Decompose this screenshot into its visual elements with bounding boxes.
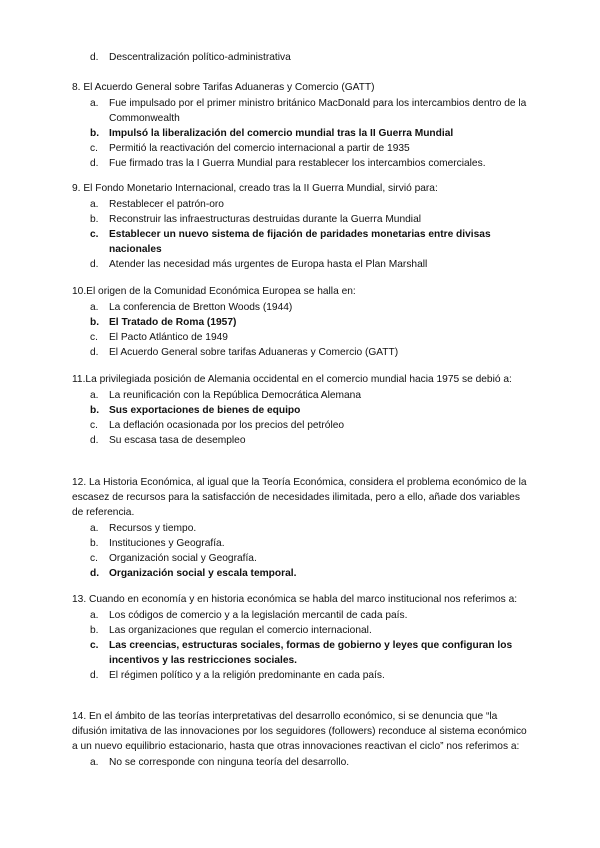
option-c xyxy=(72,141,534,156)
option-text: Su escasa tasa de desempleo xyxy=(109,435,246,446)
option-text: Atender las necesidad más urgentes de Europa hasta el Plan Marshall xyxy=(109,259,428,270)
option-letter: c. xyxy=(90,332,98,343)
option-text: Fue impulsado por el primer ministro británico MacDonald para los intercambios dentro de la Commonwealth xyxy=(109,98,527,124)
option-d xyxy=(72,345,534,360)
question-8 xyxy=(72,80,534,171)
options-list xyxy=(72,521,534,581)
question-stem: 9. El Fondo Monetario Internacional, creado tras la II Guerra Mundial, sirvió para: xyxy=(72,183,438,194)
option-a xyxy=(72,521,534,536)
option-text: Impulsó la liberalización del comercio mundial tras la II Guerra Mundial xyxy=(109,128,454,139)
option-a xyxy=(72,300,534,315)
question-stem: 14. En el ámbito de las teorías interpretativas del desarrollo económico, si se denuncia que “la difusión imitativa de las innovaciones por los seguidores (followers) reconduce al sistema económico a un nuevo equilibrio estacionario, hasta que otras innovaciones reactivan el ciclo” nos referimos a: xyxy=(72,711,527,752)
option-text: Permitió la reactivación del comercio internacional a partir de 1935 xyxy=(109,143,410,154)
option-d xyxy=(72,50,534,65)
option-text: El Pacto Atlántico de 1949 xyxy=(109,332,228,343)
option-letter: a. xyxy=(90,757,99,768)
option-letter: b. xyxy=(90,128,100,139)
option-text: No se corresponde con ninguna teoría del desarrollo. xyxy=(109,757,350,768)
option-text: La reunificación con la República Democrática Alemana xyxy=(109,390,361,401)
option-letter: a. xyxy=(90,523,99,534)
option-letter: c. xyxy=(90,553,98,564)
option-letter: d. xyxy=(90,670,99,681)
option-text: Restablecer el patrón-oro xyxy=(109,199,224,210)
option-c-correct xyxy=(72,638,534,668)
option-letter: b. xyxy=(90,625,99,636)
option-text: El Acuerdo General sobre tarifas Aduaneras y Comercio (GATT) xyxy=(109,347,399,358)
option-letter: d. xyxy=(90,259,99,270)
option-letter: a. xyxy=(90,199,99,210)
option-d-correct xyxy=(72,566,534,581)
options-list xyxy=(72,300,534,360)
option-letter: c. xyxy=(90,420,98,431)
question-stem: 13. Cuando en economía y en historia económica se habla del marco institucional nos referimos a: xyxy=(72,594,518,605)
option-letter: b. xyxy=(90,317,100,328)
option-text: Organización social y escala temporal. xyxy=(109,568,297,579)
option-text: La conferencia de Bretton Woods (1944) xyxy=(109,302,293,313)
options-list xyxy=(72,96,534,171)
option-text: Instituciones y Geografía. xyxy=(109,538,225,549)
option-a xyxy=(72,96,534,126)
options-list xyxy=(72,388,534,448)
option-text: Descentralización político-administrativa xyxy=(109,52,291,63)
options-list xyxy=(72,197,534,272)
option-text: Reconstruir las infraestructuras destruidas durante la Guerra Mundial xyxy=(109,214,421,225)
option-c-correct xyxy=(72,227,534,257)
option-letter: b. xyxy=(90,405,100,416)
option-d xyxy=(72,668,534,683)
question-stem: 11.La privilegiada posición de Alemania occidental en el comercio mundial hacia 1975 se debió a: xyxy=(72,374,512,385)
option-letter: a. xyxy=(90,390,99,401)
option-text: El Tratado de Roma (1957) xyxy=(109,317,237,328)
option-text: Recursos y tiempo. xyxy=(109,523,197,534)
question-stem: 10.El origen de la Comunidad Económica Europea se halla en: xyxy=(72,286,356,297)
option-letter: d. xyxy=(90,568,100,579)
option-letter: b. xyxy=(90,214,99,225)
option-text: Las organizaciones que regulan el comercio internacional. xyxy=(109,625,372,636)
option-letter: a. xyxy=(90,98,99,109)
question-14 xyxy=(72,709,534,770)
option-letter: a. xyxy=(90,302,99,313)
options-list xyxy=(72,755,534,770)
option-letter: c. xyxy=(90,143,98,154)
option-b xyxy=(72,623,534,638)
option-text: Establecer un nuevo sistema de fijación de paridades monetarias entre divisas nacionales xyxy=(109,229,491,255)
question-10 xyxy=(72,284,534,360)
option-text: Fue firmado tras la I Guerra Mundial para restablecer los intercambios comerciales. xyxy=(109,158,486,169)
options-list xyxy=(72,50,534,65)
option-d xyxy=(72,257,534,272)
option-a xyxy=(72,197,534,212)
option-text: Organización social y Geografía. xyxy=(109,553,257,564)
option-a xyxy=(72,755,534,770)
option-c xyxy=(72,418,534,433)
question-11 xyxy=(72,372,534,448)
question-stem: 8. El Acuerdo General sobre Tarifas Aduaneras y Comercio (GATT) xyxy=(72,82,375,93)
option-text: La deflación ocasionada por los precios del petróleo xyxy=(109,420,345,431)
options-list xyxy=(72,608,534,683)
option-b xyxy=(72,212,534,227)
option-text: Sus exportaciones de bienes de equipo xyxy=(109,405,301,416)
option-d xyxy=(72,156,534,171)
option-letter: d. xyxy=(90,347,99,358)
option-letter: c. xyxy=(90,640,99,651)
option-letter: a. xyxy=(90,610,99,621)
option-b-correct xyxy=(72,126,534,141)
option-letter: d. xyxy=(90,158,99,169)
option-letter: c. xyxy=(90,229,99,240)
question-7-continued xyxy=(72,49,534,65)
option-letter: d. xyxy=(90,435,99,446)
option-text: Las creencias, estructuras sociales, formas de gobierno y leyes que configuran los incentivos y las restricciones sociales. xyxy=(109,640,513,666)
option-a xyxy=(72,388,534,403)
option-text: El régimen político y a la religión predominante en cada país. xyxy=(109,670,385,681)
option-letter: d. xyxy=(90,52,99,63)
question-9 xyxy=(72,181,534,272)
option-letter: b. xyxy=(90,538,99,549)
question-stem: 12. La Historia Económica, al igual que la Teoría Económica, considera el problema económico de la escasez de recursos para la satisfacción de necesidades ilimitada, pero a ello, añade dos variables de referencia. xyxy=(72,477,527,518)
option-c xyxy=(72,330,534,345)
question-13 xyxy=(72,592,534,683)
option-text: Los códigos de comercio y a la legislación mercantil de cada país. xyxy=(109,610,408,621)
question-12 xyxy=(72,475,534,581)
option-c xyxy=(72,551,534,566)
option-b-correct xyxy=(72,315,534,330)
option-b-correct xyxy=(72,403,534,418)
option-b xyxy=(72,536,534,551)
option-a xyxy=(72,608,534,623)
option-d xyxy=(72,433,534,448)
